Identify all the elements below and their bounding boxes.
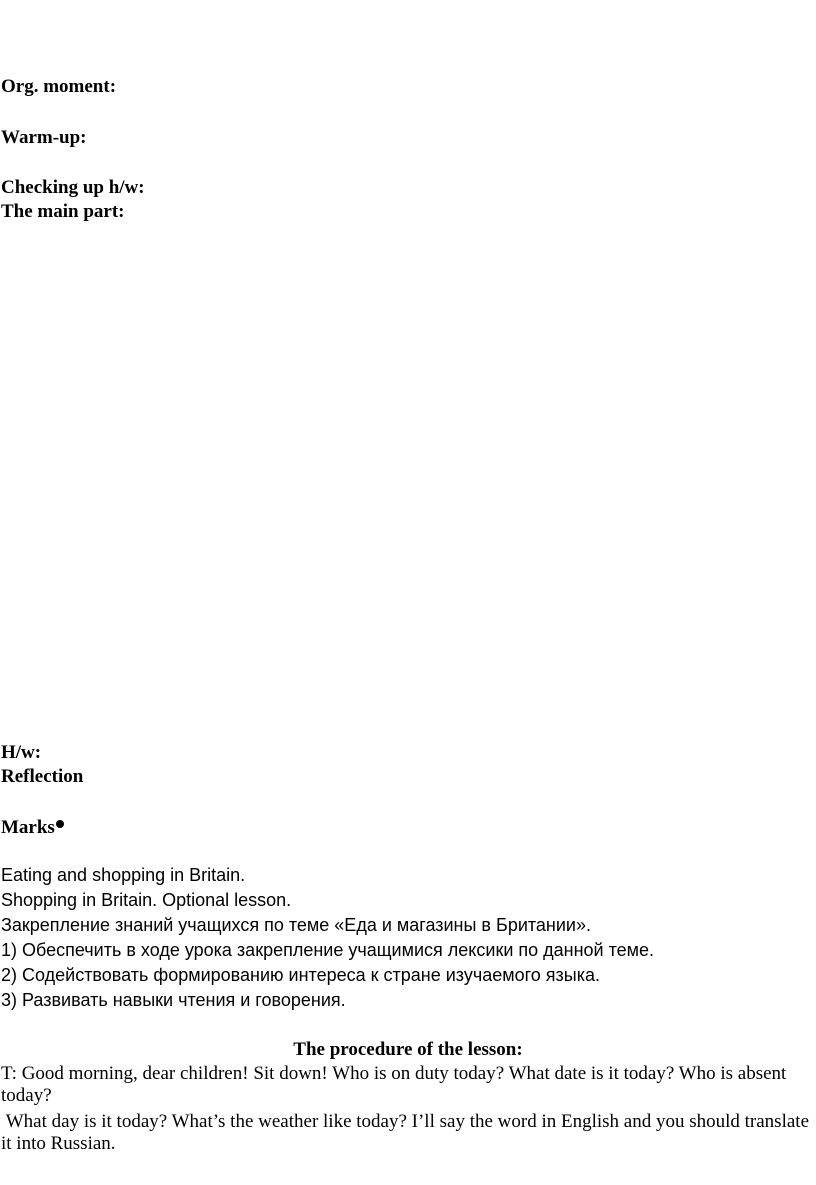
checking-hw-heading: Checking up h/w:	[1, 177, 145, 198]
reflection-heading: Reflection	[1, 766, 84, 787]
procedure-paragraph-1: T: Good morning, dear children! Sit down! Who is on duty today? What date is it today? Who is absent today?	[1, 1063, 787, 1106]
marks-heading	[1, 817, 64, 839]
bullet-icon	[56, 820, 64, 828]
warm-up-heading: Warm-up:	[1, 127, 87, 148]
lesson-title: Shopping in Britain. Optional lesson.	[1, 890, 292, 910]
lesson-objective-3: 3) Развивать навыки чтения и говорения.	[1, 990, 346, 1010]
lesson-objective-2: 2) Содействовать формированию интереса к стране изучаемого языка.	[1, 965, 601, 985]
lesson-aim: Закрепление знаний учащихся по теме «Еда и магазины в Британии».	[1, 915, 591, 935]
lesson-objective-1: 1) Обеспечить в ходе урока закрепление учащимися лексики по данной теме.	[1, 940, 655, 960]
procedure-paragraph-2: What day is it today? What’s the weather like today? I’ll say the word in English and you should translate it into Russian.	[1, 1111, 814, 1154]
org-moment-heading: Org. moment:	[1, 76, 117, 97]
marks-label: Marks	[1, 817, 55, 838]
procedure-heading: The procedure of the lesson:	[293, 1039, 523, 1060]
main-part-heading: The main part:	[1, 201, 125, 222]
hw-heading: H/w:	[1, 742, 42, 763]
lesson-topic: Eating and shopping in Britain.	[1, 865, 246, 885]
